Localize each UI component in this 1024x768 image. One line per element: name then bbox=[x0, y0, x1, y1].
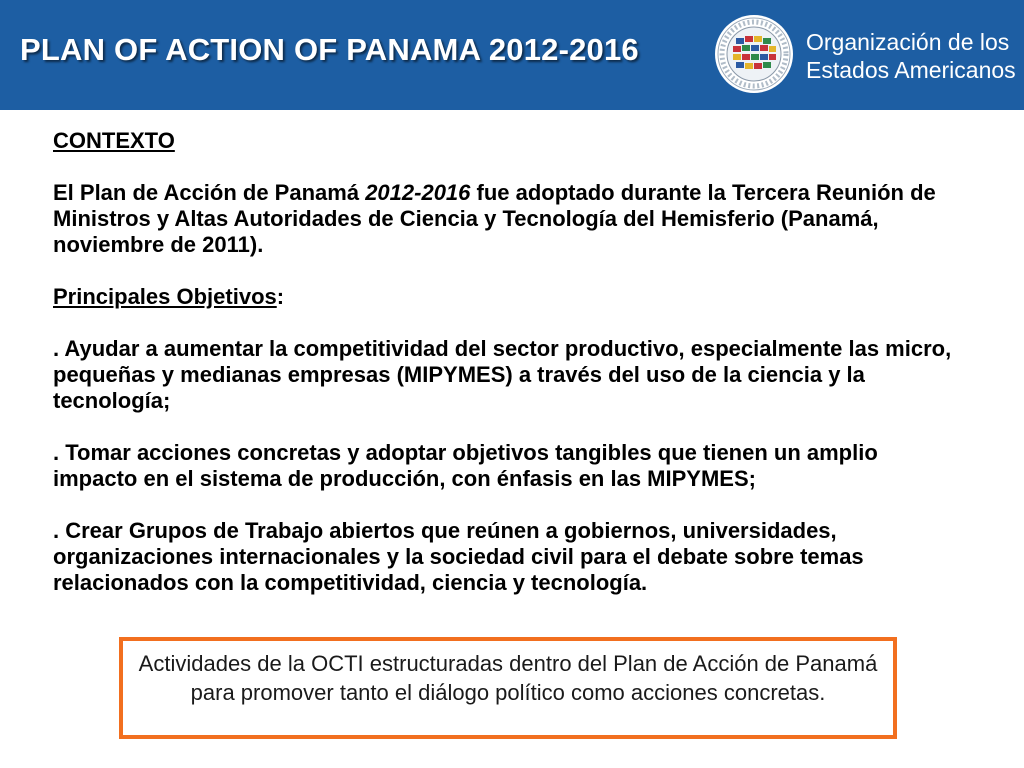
header-banner bbox=[0, 0, 1024, 110]
oas-seal-icon bbox=[714, 14, 794, 94]
intro-years: 2012-2016 bbox=[365, 180, 471, 205]
organization-name-line1: Organización de los bbox=[806, 29, 1010, 55]
callout-text: Actividades de la OCTI estructuradas dentro del Plan de Acción de Panamá para promover tanto el diálogo político como acciones concretas. bbox=[138, 651, 878, 705]
objective-item: . Ayudar a aumentar la competitividad del sector productivo, especialmente las micro, pequeñas y medianas empresas (MIPYMES) a través del uso de la ciencia y la tecnología; bbox=[53, 336, 952, 413]
organization-name bbox=[806, 28, 1016, 84]
callout-box bbox=[119, 637, 897, 739]
section-heading: CONTEXTO bbox=[53, 128, 175, 153]
slide-body: CONTEXTO El Plan de Acción de Panamá 2012-2016 fue adoptado durante la Tercera Reunión de Ministros y Altas Autoridades de Ciencia y Tecnología del Hemisferio (Panamá, noviembre de 2011). Principales Objetivos: . Ayudar a aumentar la competitividad del sector productivo, especialmente las micro, pequeñas y medianas empresas (MIPYMES) a través del uso de la ciencia y la tecnología; . Tomar acciones concretas y adoptar objetivos tangibles que tienen un amplio impacto en el sistema de producción, con énfasis en las MIPYMES; . Crear Grupos de Trabajo abiertos que reúnen a gobiernos, universidades, organizaciones internacionales y la sociedad civil para el debate sobre temas relacionados con la competitividad, ciencia y tecnología. bbox=[53, 128, 952, 595]
objectives-heading: Principales Objetivos bbox=[53, 284, 277, 309]
objective-item: . Tomar acciones concretas y adoptar objetivos tangibles que tienen un amplio impacto en el sistema de producción, con énfasis en las MIPYMES; bbox=[53, 440, 878, 491]
organization-name-line2: Estados Americanos bbox=[806, 57, 1016, 83]
objective-item: . Crear Grupos de Trabajo abiertos que reúnen a gobiernos, universidades, organizaciones internacionales y la sociedad civil para el debate sobre temas relacionados con la competitividad, ciencia y tecnología. bbox=[53, 518, 864, 595]
slide-title: PLAN OF ACTION OF PANAMA 2012-2016 bbox=[20, 32, 639, 67]
intro-paragraph: El Plan de Acción de Panamá 2012-2016 fue adoptado durante la Tercera Reunión de Ministros y Altas Autoridades de Ciencia y Tecnología del Hemisferio (Panamá, noviembre de 2011). bbox=[53, 180, 936, 257]
